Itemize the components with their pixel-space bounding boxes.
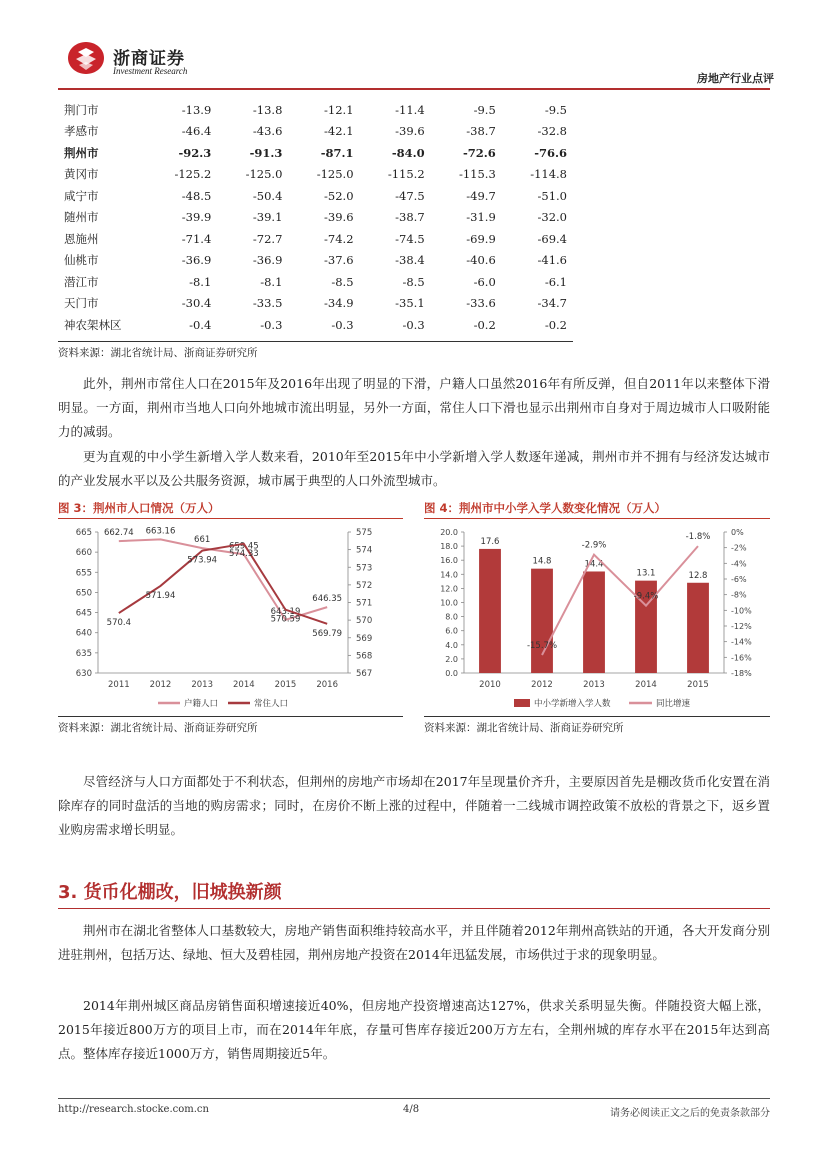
fig4-bottom-rule: [424, 716, 770, 717]
x-tick-label: 2014: [233, 680, 255, 690]
value-cell: -8.1: [189, 274, 212, 289]
city-cell: 随州市: [64, 210, 99, 225]
paragraph-1: 此外，荆州市常住人口在2015年及2016年出现了明显的下滑，户籍人口虽然2016年有所反弹，但自2011年以来整体下滑明显。一方面，荆州市当地人口向外地城市流出明显，另外一方面，常住人口下滑也显示出荆州市自身对于周边城市人口吸附能力的减弱。: [58, 376, 770, 439]
value-cell: -0.4: [189, 317, 212, 332]
value-cell: -0.3: [260, 317, 283, 332]
table-source: 资料来源：湖北省统计局、浙商证券研究所: [58, 347, 258, 359]
left-tick-label: 2.0: [445, 654, 458, 664]
data-label: 663.16: [145, 526, 176, 537]
footer-url[interactable]: http://research.stocke.com.cn: [58, 1104, 209, 1115]
data-label: 646.35: [312, 594, 343, 605]
logo-icon: [66, 40, 106, 76]
bar-label: 17.6: [480, 536, 500, 547]
page-number: 4/8: [403, 1104, 420, 1115]
left-tick-label: 630: [75, 669, 92, 679]
value-cell: -9.5: [473, 102, 496, 117]
right-tick-label: 575: [356, 528, 373, 538]
table-row: [58, 142, 573, 164]
value-cell: -71.4: [181, 231, 212, 246]
legend-label: 常住人口: [254, 699, 289, 709]
value-cell: -40.6: [466, 253, 496, 268]
right-tick-label: -4%: [731, 559, 747, 569]
left-tick-label: 12.0: [440, 584, 458, 594]
table-row: [58, 250, 573, 272]
x-tick-label: 2016: [316, 680, 338, 690]
right-tick-label: 569: [356, 633, 373, 644]
city-cell: 天门市: [64, 296, 99, 311]
table-row: [58, 293, 573, 315]
value-cell: -52.0: [324, 188, 354, 203]
fig4-source: 资料来源：湖北省统计局、浙商证券研究所: [424, 722, 624, 734]
value-cell: -6.1: [544, 274, 567, 289]
value-cell: -8.5: [331, 274, 354, 289]
value-cell: -115.2: [387, 167, 425, 182]
table-row: [58, 228, 573, 250]
value-cell: -74.5: [395, 231, 425, 246]
paragraph-4: 荆州市在湖北省整体人口基数较大，房地产销售面积维持较高水平，并且伴随着2012年荆州高铁站的开通，各大开发商分别进驻荆州，包括万达、绿地、恒大及碧桂园，荆州房地产投资在2014年迅猛发展，市场供过于求的现象明显。: [58, 923, 770, 962]
value-cell: -37.6: [324, 253, 354, 268]
value-cell: -46.4: [181, 124, 212, 139]
fig4-top-rule: [424, 518, 770, 519]
right-tick-label: 573: [356, 563, 373, 574]
value-cell: -0.2: [473, 317, 496, 332]
bar: [531, 569, 553, 673]
data-label: 661: [194, 535, 211, 546]
table-row: [58, 185, 573, 207]
value-cell: -8.1: [260, 274, 283, 289]
city-cell: 恩施州: [64, 231, 99, 246]
footer-disclaimer: 请务必阅读正文之后的免责条款部分: [610, 1108, 770, 1119]
data-label: 659.45: [228, 541, 259, 552]
left-tick-label: 16.0: [440, 556, 458, 566]
bar: [687, 583, 709, 673]
data-label: 573.94: [187, 555, 218, 566]
value-cell: -38.7: [395, 210, 425, 225]
legend-swatch: [514, 699, 530, 707]
x-tick-label: 2012: [531, 680, 553, 690]
value-cell: -32.0: [537, 210, 567, 225]
left-tick-label: 18.0: [440, 542, 458, 552]
enrollment-chart: [424, 520, 770, 715]
value-cell: -39.9: [181, 210, 212, 225]
value-cell: -115.3: [458, 167, 496, 182]
growth-line: [542, 546, 698, 655]
x-tick-label: 2013: [191, 680, 213, 690]
value-cell: -39.6: [395, 124, 425, 139]
bar: [479, 549, 501, 673]
value-cell: -31.9: [466, 210, 496, 225]
value-cell: -13.9: [181, 102, 212, 117]
city-cell: 神农架林区: [64, 317, 122, 332]
value-cell: -69.4: [537, 231, 567, 246]
value-cell: -12.1: [324, 102, 354, 117]
paragraph-2: 更为直观的中小学生新增入学人数来看，2010年至2015年中小学新增入学人数逐年递减，荆州市并不拥有与经济发达城市的产业发展水平以及公共服务资源，城市属于典型的人口外流型城市。: [58, 449, 770, 488]
value-cell: -84.0: [391, 145, 425, 160]
left-tick-label: 4.0: [445, 640, 458, 650]
value-cell: -72.6: [462, 145, 496, 160]
value-cell: -35.1: [395, 296, 425, 311]
left-tick-label: 20.0: [440, 528, 458, 537]
value-cell: -34.7: [537, 296, 567, 311]
right-tick-label: -16%: [731, 653, 752, 663]
value-cell: -0.3: [331, 317, 354, 332]
right-tick-label: 568: [356, 651, 373, 662]
value-cell: -42.1: [324, 124, 354, 139]
data-label: 570.59: [270, 614, 301, 625]
left-tick-label: 6.0: [445, 626, 458, 636]
right-tick-label: -2%: [731, 543, 747, 553]
value-cell: -32.8: [537, 124, 567, 139]
left-tick-label: 650: [75, 588, 92, 599]
value-cell: -72.7: [252, 231, 283, 246]
left-tick-label: 640: [75, 628, 92, 639]
value-cell: -8.5: [402, 274, 425, 289]
right-tick-label: -14%: [731, 637, 752, 647]
right-tick-label: -18%: [731, 669, 752, 678]
value-cell: -76.6: [534, 145, 567, 160]
value-cell: -0.3: [402, 317, 425, 332]
fig3-title: 图 3：荆州市人口情况（万人）: [58, 501, 220, 515]
fig4-title: 图 4：荆州市中小学入学人数变化情况（万人）: [424, 501, 667, 515]
value-cell: -51.0: [537, 188, 567, 203]
value-cell: -125.0: [316, 167, 354, 182]
x-tick-label: 2011: [108, 680, 130, 690]
fig3-source: 资料来源：湖北省统计局、浙商证券研究所: [58, 722, 258, 734]
value-cell: -39.6: [324, 210, 354, 225]
table-row: [58, 121, 573, 143]
left-tick-label: 8.0: [445, 612, 458, 622]
x-tick-label: 2014: [635, 680, 657, 690]
migration-table: [58, 99, 573, 336]
city-cell: 咸宁市: [64, 188, 99, 203]
right-tick-label: -12%: [731, 622, 752, 631]
bar-label: 13.1: [636, 568, 656, 579]
x-tick-label: 2010: [479, 680, 501, 690]
brand-name-en: Investment Research: [113, 66, 188, 76]
bar-label: 14.8: [532, 556, 552, 567]
data-label: 662.74: [103, 528, 134, 539]
left-tick-label: 655: [75, 568, 92, 579]
growth-label: -15.7%: [526, 640, 558, 651]
value-cell: -34.9: [324, 296, 354, 311]
section-title: 3. 货币化棚改，旧城换新颜: [58, 882, 282, 903]
left-tick-label: 0.0: [445, 669, 458, 678]
value-cell: -125.2: [174, 167, 212, 182]
x-tick-label: 2015: [687, 680, 709, 690]
value-cell: -91.3: [249, 145, 283, 160]
section-divider: [58, 908, 770, 909]
brand-name: 浙商证券: [113, 49, 185, 69]
value-cell: -114.8: [530, 167, 567, 182]
value-cell: -47.5: [395, 188, 425, 203]
value-cell: -36.9: [252, 253, 283, 268]
header-divider: [58, 88, 770, 90]
value-cell: -0.2: [544, 317, 567, 332]
data-label: 571.94: [145, 590, 176, 601]
left-tick-label: 645: [75, 608, 92, 619]
paragraph-5: 2014年荆州城区商品房销售面积增速接近40%，但房地产投资增速高达127%，供求关系明显失衡。伴随投资大幅上涨，2015年接近800万方的项目上市，而在2014年年底，存量可售库存接近200万方左右，全荆州城的库存水平在2015年达到高点。整体库存接近1000万方，销售周期接近5年。: [58, 998, 770, 1061]
paragraph-3: 尽管经济与人口方面都处于不利状态，但荆州的房地产市场却在2017年呈现量价齐升，主要原因首先是棚改货币化安置在消除库存的同时盘活的当地的购房需求；同时，在房价不断上涨的过程中，伴随着一二线城市调控政策不放松的背景之下，返乡置业购房需求增长明显。: [58, 774, 770, 837]
legend-label: 中小学新增入学人数: [534, 699, 611, 709]
legend-label: 同比增速: [656, 699, 691, 709]
legend-label: 户籍人口: [184, 699, 219, 709]
fig3-top-rule: [58, 518, 403, 519]
bar: [583, 571, 605, 673]
value-cell: -33.6: [466, 296, 496, 311]
value-cell: -69.9: [466, 231, 496, 246]
right-tick-label: 570: [356, 616, 373, 627]
data-label: 643.19: [270, 606, 301, 617]
report-type: 房地产行业点评: [697, 72, 774, 85]
growth-label: -1.8%: [685, 532, 711, 543]
right-tick-label: -10%: [731, 606, 752, 616]
x-tick-label: 2012: [149, 680, 172, 690]
value-cell: -39.1: [252, 210, 283, 225]
value-cell: -125.0: [245, 167, 283, 182]
value-cell: -43.6: [252, 124, 283, 139]
city-cell: 仙桃市: [64, 253, 99, 268]
left-tick-label: 10.0: [440, 598, 458, 608]
table-row: [58, 99, 573, 121]
footer-divider: [58, 1098, 770, 1099]
fig3-bottom-rule: [58, 716, 403, 717]
value-cell: -38.4: [395, 253, 425, 268]
x-tick-label: 2015: [274, 680, 297, 690]
value-cell: -30.4: [181, 296, 212, 311]
table-row: [58, 164, 573, 186]
right-tick-label: -8%: [731, 590, 747, 600]
right-tick-label: 572: [356, 580, 373, 591]
bar-label: 14.4: [584, 559, 604, 570]
right-tick-label: 571: [356, 598, 373, 609]
left-tick-label: 660: [75, 548, 92, 559]
city-cell: 荆门市: [64, 102, 99, 117]
data-label: 570.4: [106, 618, 132, 629]
value-cell: -74.2: [324, 231, 354, 246]
x-tick-label: 2013: [583, 680, 605, 690]
left-tick-label: 14.0: [440, 570, 458, 580]
right-tick-label: 567: [356, 669, 373, 679]
data-label: 574.33: [228, 548, 259, 559]
value-cell: -49.7: [466, 188, 496, 203]
table-row: [58, 314, 573, 336]
city-cell: 孝感市: [64, 124, 99, 139]
value-cell: -50.4: [252, 188, 283, 203]
value-cell: -92.3: [178, 145, 212, 160]
value-cell: -9.5: [544, 102, 567, 117]
right-tick-label: -6%: [731, 575, 747, 584]
right-tick-label: 0%: [731, 528, 744, 537]
value-cell: -11.4: [395, 102, 425, 117]
population-chart: [58, 520, 403, 715]
city-cell: 潜江市: [64, 274, 99, 289]
left-tick-label: 665: [75, 528, 92, 538]
table-row: [58, 207, 573, 229]
table-bottom-rule: [58, 341, 573, 342]
left-tick-label: 635: [75, 648, 92, 659]
value-cell: -36.9: [181, 253, 212, 268]
city-cell: 荆州市: [64, 145, 99, 160]
bar-label: 12.8: [688, 570, 708, 581]
value-cell: -41.6: [537, 253, 567, 268]
value-cell: -48.5: [181, 188, 212, 203]
value-cell: -6.0: [473, 274, 496, 289]
value-cell: -33.5: [252, 296, 283, 311]
right-tick-label: 574: [356, 545, 373, 556]
growth-label: -9.4%: [633, 591, 659, 602]
growth-label: -2.9%: [581, 540, 607, 551]
value-cell: -87.1: [320, 145, 354, 160]
data-label: 569.79: [312, 628, 343, 639]
value-cell: -13.8: [252, 102, 283, 117]
city-cell: 黄冈市: [64, 167, 99, 182]
value-cell: -38.7: [466, 124, 496, 139]
table-row: [58, 271, 573, 293]
